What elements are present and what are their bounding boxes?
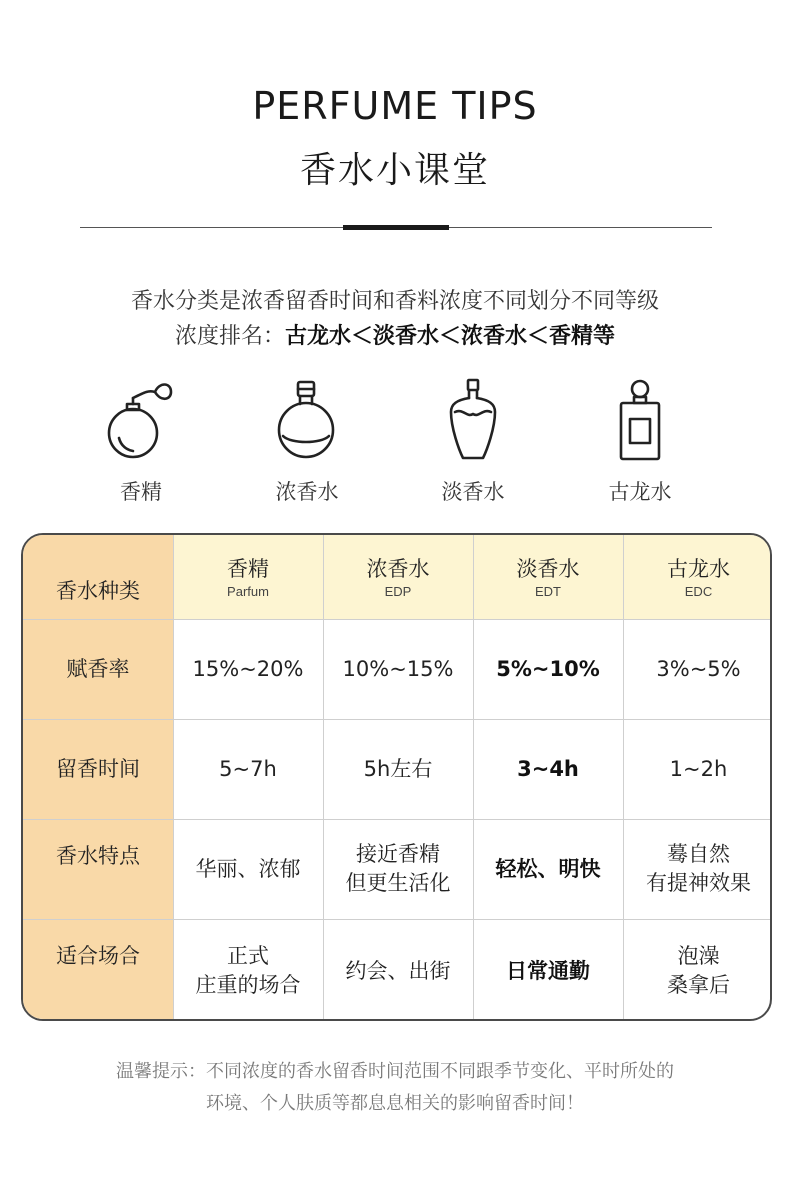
cell-line: 蓦自然 [667,842,730,866]
icon-item-parfum [71,378,211,506]
cell-line: 桑拿后 [667,973,730,997]
cell-line: 轻松、明快 [495,856,601,881]
icon-label: 古龙水 [608,480,672,504]
table-cell: 15%~20% [192,656,304,681]
table-cell [623,819,772,919]
icon-label: 浓香水 [275,480,339,504]
vase-bottle-icon [433,378,513,464]
cell-line: 日常通勤 [506,958,590,983]
cell-line: 泡澡 [677,944,720,968]
table-cell-highlight: 5%~10% [496,656,600,681]
ranking-value: 古龙水＜淡香水＜浓香水＜香精等 [285,324,616,349]
column-sub: Parfum [227,583,269,599]
row-header-concentration: 赋香率 [66,656,130,681]
icon-label: 香精 [120,480,162,504]
intro-ranking [0,319,790,350]
table-cell: 10%~15% [342,656,454,681]
icon-item-edp [237,378,377,506]
column-name: 香精 [227,556,269,581]
icon-item-edc [570,378,710,506]
table-cell [173,819,323,919]
table-cell [323,819,473,919]
footer-note: 环境、个人肤质等都息息相关的影响留香时间！ [206,1093,584,1114]
table-cell-highlight: 3~4h [517,756,579,781]
cell-line: 正式 [227,944,269,968]
column-name: 淡香水 [516,556,580,581]
icon-label: 淡香水 [441,480,505,504]
cell-line: 有提神效果 [646,871,751,895]
column-header-edc [623,535,772,619]
column-header-parfum [173,535,323,619]
cell-line: 但更生活化 [345,871,451,895]
row-header-occasion: 适合场合 [56,943,140,968]
column-header-edp [323,535,473,619]
column-header-edt [473,535,623,619]
divider-accent [343,225,449,230]
comparison-table [21,533,772,1021]
table-cell [323,919,473,1021]
ranking-prefix: 浓度排名： [174,324,285,349]
column-name: 古龙水 [667,556,730,581]
cell-line: 庄重的场合 [195,973,301,997]
table-corner-header: 香水种类 [56,578,140,603]
cell-line: 约会、出街 [345,958,451,983]
cell-line: 接近香精 [356,842,440,866]
table-cell [173,919,323,1021]
table-cell: 1~2h [669,756,728,781]
column-sub: EDP [384,583,412,599]
column-sub: EDT [535,583,561,599]
footer-note: 温馨提示：不同浓度的香水留香时间范围不同跟季节变化、平时所处的 [116,1061,674,1082]
page-title-en: PERFUME TIPS [252,84,538,128]
table-cell: 5~7h [219,756,277,781]
square-bottle-icon [600,378,680,464]
table-cell: 3%~5% [656,656,741,681]
icon-item-edt [403,378,543,506]
round-flask-bottle-icon [267,378,347,464]
row-header-characteristics: 香水特点 [56,843,140,868]
page-title-cn: 香水小课堂 [299,150,490,191]
row-header-duration: 留香时间 [56,756,140,781]
atomizer-bottle-icon [101,378,181,464]
intro-text: 香水分类是浓香留香时间和香料浓度不同划分不同等级 [130,289,659,314]
table-cell-highlight [473,819,623,919]
bottle-icons-row [0,378,790,508]
table-cell: 5h左右 [363,756,433,781]
table-cell-highlight [473,919,623,1021]
cell-line: 华丽、浓郁 [195,856,301,881]
table-cell [623,919,772,1021]
column-name: 浓香水 [366,556,430,581]
column-sub: EDC [684,583,713,599]
